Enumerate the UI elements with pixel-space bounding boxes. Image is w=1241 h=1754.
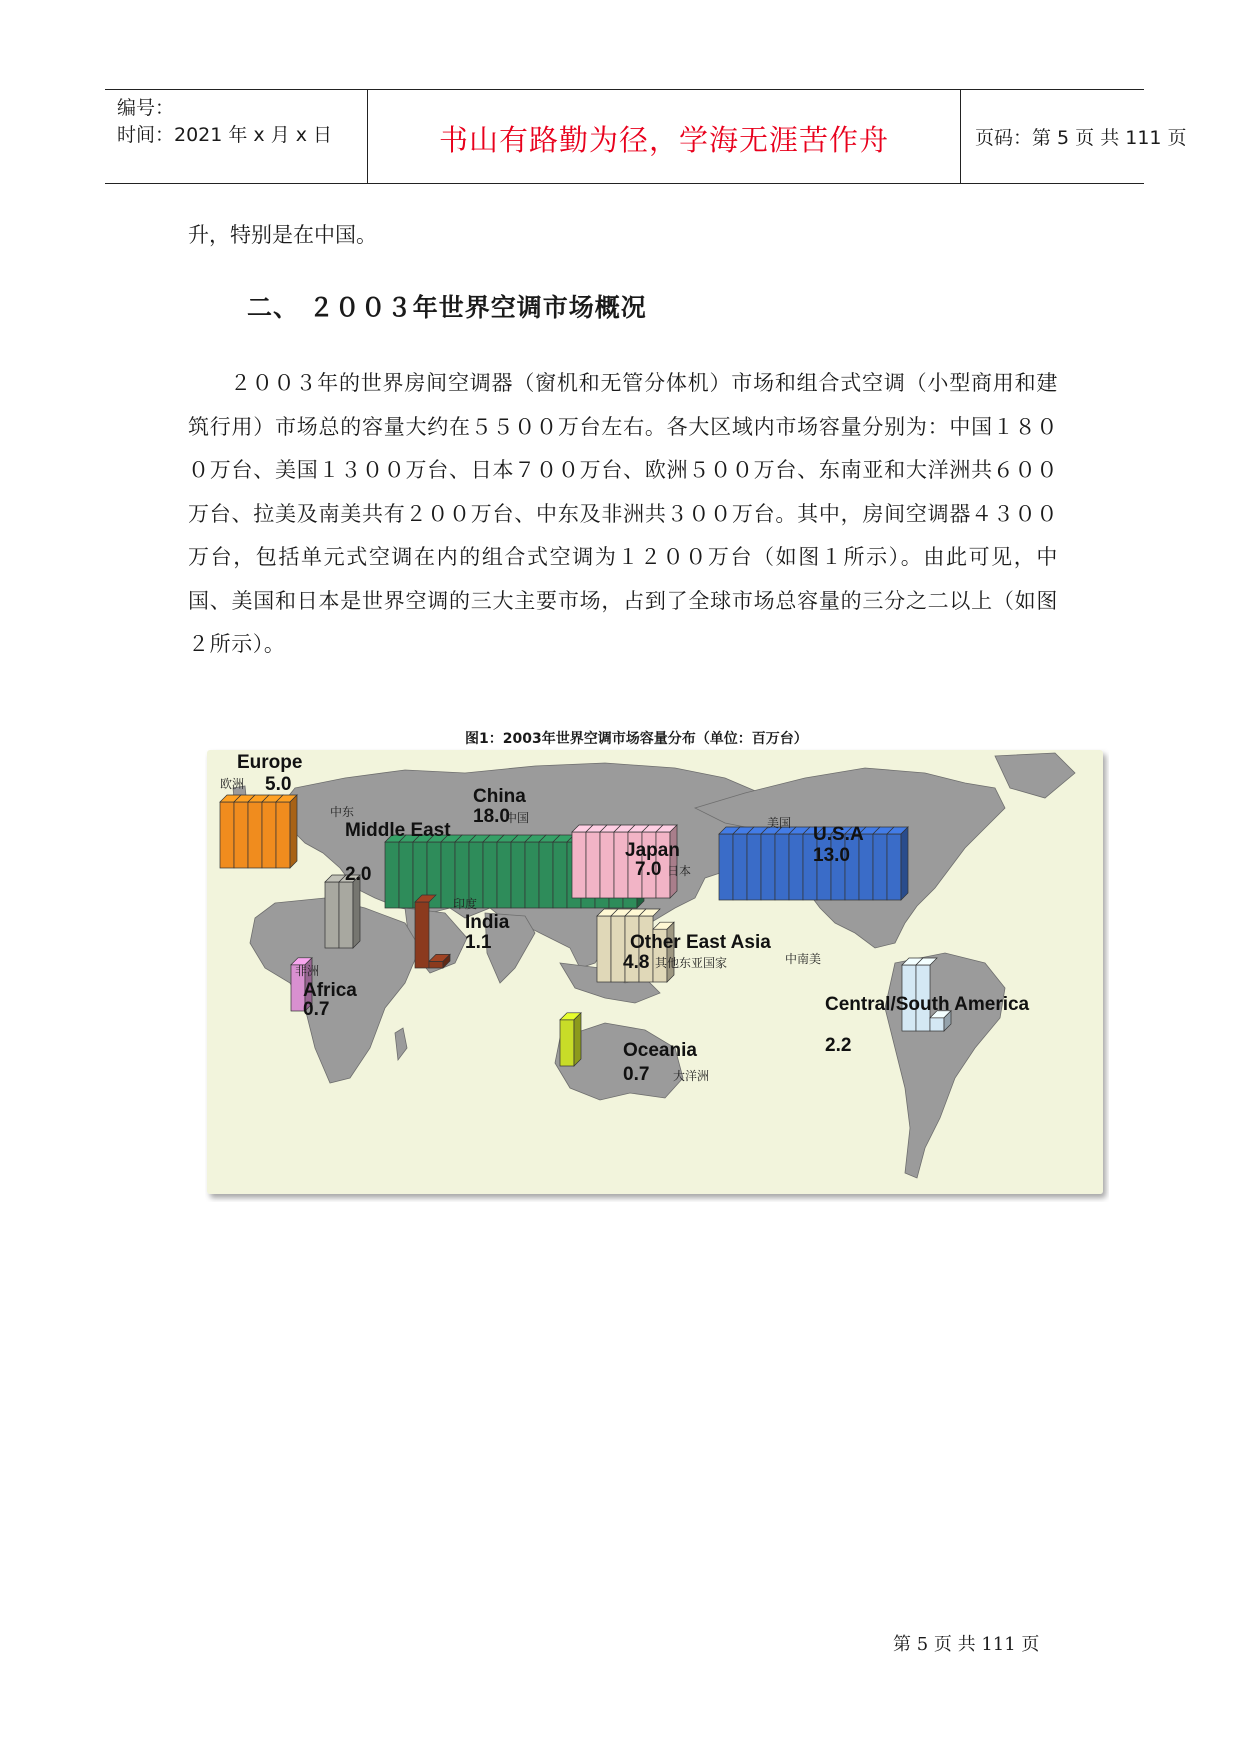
region-cn-label-oceania: 大洋洲	[673, 1069, 710, 1083]
bar-china-unit-1	[385, 842, 399, 908]
bar-india-unit-2	[429, 961, 443, 968]
bar-middle-east-unit-1	[325, 882, 339, 948]
section-heading: 二、 ２００３年世界空调市场概况	[247, 293, 647, 322]
bar-japan-unit-3	[600, 832, 614, 898]
region-label-central-south-america: Central/South America	[825, 994, 1030, 1015]
region-label-india: India	[465, 912, 510, 933]
region-cn-label-u-s-a: 美国	[767, 816, 792, 830]
bar-group-middle-east	[325, 875, 360, 948]
value-label-u-s-a: 13.0	[813, 845, 850, 866]
world-map-svg	[205, 748, 1109, 1202]
region-cn-label-china: 中国	[505, 811, 530, 825]
bar-u-s-a-unit-1	[719, 834, 733, 900]
value-label-japan: 7.0	[635, 859, 662, 880]
bar-china-unit-9	[497, 842, 511, 908]
bar-japan-unit-2	[586, 832, 600, 898]
value-label-europe: 5.0	[265, 774, 292, 795]
region-cn-label-middle-east: 中东	[330, 805, 355, 819]
page-header	[105, 89, 1187, 184]
bar-europe-unit-1	[220, 802, 234, 868]
header-center-cell	[368, 90, 961, 183]
value-label-other-east-asia: 4.8	[623, 952, 650, 973]
value-label-oceania: 0.7	[623, 1064, 650, 1085]
doc-id-label: 编号：	[117, 97, 175, 119]
bar-china-unit-2	[399, 842, 413, 908]
bar-middle-east-side	[353, 875, 360, 948]
bar-u-s-a-unit-5	[775, 834, 789, 900]
value-label-central-south-america: 2.2	[825, 1035, 852, 1056]
bar-other-east-asia-unit-1	[597, 916, 611, 982]
header-right-cell	[961, 90, 1187, 183]
bar-group-europe	[220, 795, 297, 868]
bar-u-s-a-unit-4	[761, 834, 775, 900]
bar-u-s-a-unit-3	[747, 834, 761, 900]
bar-u-s-a-unit-13	[887, 834, 901, 900]
value-label-china: 18.0	[473, 806, 510, 827]
header-left-cell	[105, 90, 368, 183]
value-label-middle-east: 2.0	[345, 864, 372, 885]
bar-china-unit-10	[511, 842, 525, 908]
bar-europe-unit-4	[262, 802, 276, 868]
region-cn-label-central-south-america: 中南美	[785, 952, 822, 966]
header-motto: 书山有路勤为径，学海无涯苦作舟	[438, 123, 889, 157]
region-label-oceania: Oceania	[623, 1040, 697, 1061]
header-page-label: 页码：第 5 页 共 111 页	[975, 127, 1187, 149]
bar-europe-side	[290, 795, 297, 868]
bar-japan-unit-1	[572, 832, 586, 898]
bar-oceania-side	[574, 1013, 581, 1066]
region-label-china: China	[473, 786, 526, 807]
bar-group-oceania	[560, 1013, 581, 1066]
doc-time-label: 时间：2021 年 x 月 x 日	[117, 124, 333, 146]
region-label-u-s-a: U.S.A	[813, 824, 864, 845]
region-cn-label-africa: 非洲	[295, 964, 320, 978]
region-label-europe: Europe	[237, 752, 303, 773]
carryover-text: 升，特别是在中国。	[188, 223, 377, 247]
bar-middle-east-unit-2	[339, 882, 353, 948]
value-label-india: 1.1	[465, 932, 492, 953]
bar-china-unit-12	[539, 842, 553, 908]
figure-caption: 图1：2003年世界空调市场容量分布（单位：百万台）	[465, 731, 808, 747]
bar-u-s-a-unit-12	[873, 834, 887, 900]
body-paragraph: ２００３年的世界房间空调器（窗机和无管分体机）市场和组合式空调（小型商用和建筑行用）市场总的容量大约在５５００万台左右。各大区域内市场容量分别为：中国１８００万台、美国１３００万台、日本７００万台、欧洲５００万台、东南亚和大洋洲共６００万台、拉美及南美共有２００万台、中东及非洲共３００万台。其中，房间空调器４３００万台，包括单元式空调在内的组合式空调为１２００万台（如图１所示）。由此可见，中国、美国和日本是世界空调的三大主要市场，占到了全球市场总容量的三分之二以上（如图２所示）。	[188, 371, 1058, 656]
page-footer: 第 5 页 共 111 页	[893, 1634, 1040, 1655]
bar-europe-unit-5	[276, 802, 290, 868]
bar-u-s-a-unit-6	[789, 834, 803, 900]
bar-central-south-america-unit-3	[930, 1018, 944, 1031]
region-cn-label-other-east-asia: 其他东亚国家	[655, 956, 728, 970]
region-cn-label-india: 印度	[453, 897, 478, 911]
region-label-japan: Japan	[625, 840, 680, 861]
world-map-figure	[205, 748, 1109, 1202]
bar-oceania-unit-1	[560, 1020, 574, 1066]
bar-china-unit-11	[525, 842, 539, 908]
region-cn-label-japan: 日本	[667, 864, 692, 878]
region-cn-label-europe: 欧洲	[220, 777, 245, 791]
bar-u-s-a-unit-2	[733, 834, 747, 900]
value-label-africa: 0.7	[303, 999, 330, 1020]
bar-europe-unit-2	[234, 802, 248, 868]
bar-japan-side	[670, 825, 677, 898]
bar-europe-unit-3	[248, 802, 262, 868]
region-label-middle-east: Middle East	[345, 820, 451, 841]
bar-china-unit-8	[483, 842, 497, 908]
region-label-africa: Africa	[303, 980, 357, 1001]
bar-u-s-a-side	[901, 827, 908, 900]
bar-china-unit-13	[553, 842, 567, 908]
bar-india-unit-1	[415, 902, 429, 968]
region-label-other-east-asia: Other East Asia	[630, 932, 771, 953]
